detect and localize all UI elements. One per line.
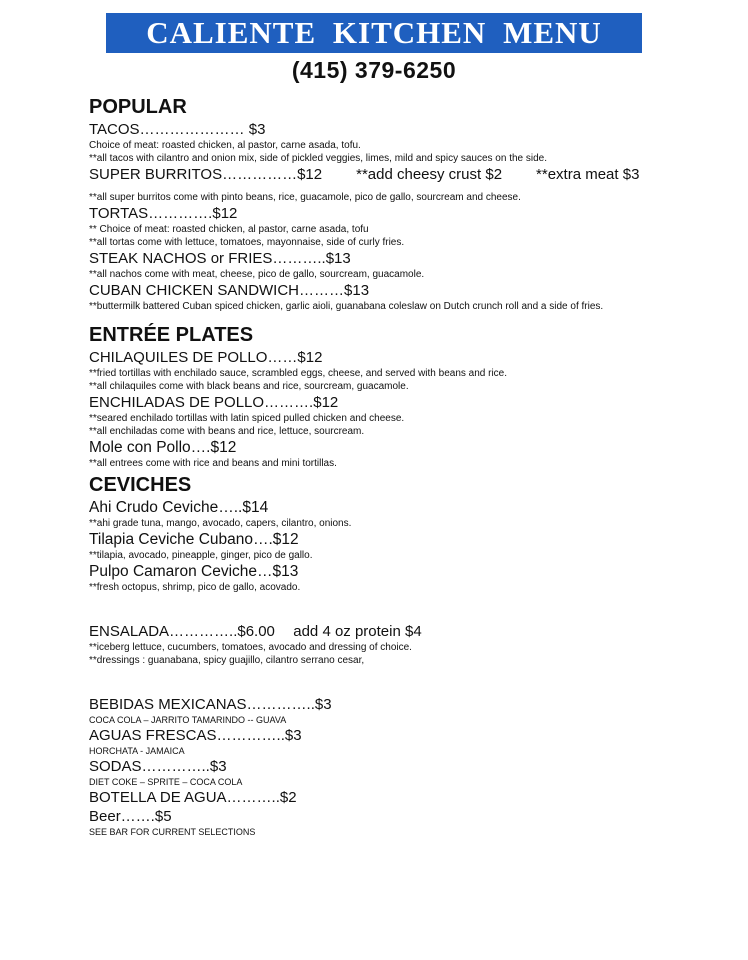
menu-item-ensalada	[89, 622, 739, 641]
menu-item-bebidas-mexicanas: BEBIDAS MEXICANAS…………..$3	[89, 696, 332, 713]
menu-item-tilapia-ceviche: Tilapia Ceviche Cubano….$12	[89, 531, 299, 548]
item-note: ** Choice of meat: roasted chicken, al pastor, carne asada, tofu	[89, 224, 369, 235]
item-note: **dressings : guanabana, spicy guajillo, cilantro serrano cesar,	[89, 655, 365, 666]
menu-item-aguas-frescas: AGUAS FRESCAS…………..$3	[89, 727, 302, 744]
section-heading-ceviches: CEVICHES	[89, 474, 192, 496]
item-note: **all chilaquiles come with black beans and rice, sourcream, guacamole.	[89, 381, 409, 392]
item-note: **all entrees come with rice and beans and mini tortillas.	[89, 458, 337, 469]
item-note: **ahi grade tuna, mango, avocado, capers, cilantro, onions.	[89, 518, 352, 529]
item-note: DIET COKE – SPRITE – COCA COLA	[89, 777, 243, 787]
section-heading-popular: POPULAR	[89, 96, 187, 118]
menu-item-botella-de-agua: BOTELLA DE AGUA………..$2	[89, 789, 297, 806]
item-note: **all tacos with cilantro and onion mix, side of pickled veggies, limes, mild and spicy sauces on the side.	[89, 153, 548, 164]
menu-item-beer: Beer…….$5	[89, 808, 172, 825]
item-note: Choice of meat: roasted chicken, al pastor, carne asada, tofu.	[89, 140, 361, 151]
menu-item-name: TACOS…………………	[89, 121, 245, 138]
menu-item-name: ENSALADA…………..$6.00	[89, 623, 275, 640]
add-on-cheesy-crust: **add cheesy crust $2	[356, 166, 503, 183]
menu-item-ahi-crudo-ceviche: Ahi Crudo Ceviche…..$14	[89, 499, 269, 516]
section-heading-entrees: ENTRÉE PLATES	[89, 324, 254, 346]
item-note: COCA COLA – JARRITO TAMARINDO -- GUAVA	[89, 715, 287, 725]
item-note: **all nachos come with meat, cheese, pico de gallo, sourcream, guacamole.	[89, 269, 425, 280]
item-note: **all super burritos come with pinto beans, rice, guacamole, pico de gallo, sourcream and cheese.	[89, 192, 521, 203]
item-note: **fresh octopus, shrimp, pico de gallo, acovado.	[89, 582, 301, 593]
menu-item-mole-con-pollo: Mole con Pollo….$12	[89, 439, 237, 456]
menu-item-name: SUPER BURRITOS……………$12	[89, 166, 323, 183]
menu-item-tortas: TORTAS………….$12	[89, 205, 238, 222]
item-note: SEE BAR FOR CURRENT SELECTIONS	[89, 827, 256, 837]
add-on-extra-meat: **extra meat $3	[536, 166, 640, 183]
item-note: **seared enchilado tortillas with latin spiced pulled chicken and cheese.	[89, 413, 405, 424]
menu-item-steak-nachos: STEAK NACHOS or FRIES………..$13	[89, 250, 351, 267]
menu-item-pulpo-camaron-ceviche: Pulpo Camaron Ceviche…$13	[89, 563, 299, 580]
item-note: **all enchiladas come with beans and rice, lettuce, sourcream.	[89, 426, 365, 437]
item-note: **iceberg lettuce, cucumbers, tomatoes, avocado and dressing of choice.	[89, 642, 412, 653]
menu-content	[89, 92, 739, 838]
menu-title: CALIENTE KITCHEN MENU	[106, 13, 642, 53]
item-note: HORCHATA - JAMAICA	[89, 746, 185, 756]
item-note: **buttermilk battered Cuban spiced chicken, garlic aioli, guanabana coleslaw on Dutch crunch roll and a side of fries.	[89, 301, 604, 312]
menu-item-enchiladas: ENCHILADAS DE POLLO……….$12	[89, 394, 339, 411]
menu-item-sodas: SODAS…………..$3	[89, 758, 227, 775]
item-note: **tilapia, avocado, pineapple, ginger, pico de gallo.	[89, 550, 313, 561]
add-on-protein: add 4 oz protein $4	[293, 623, 422, 640]
item-note: **fried tortillas with enchilado sauce, scrambled eggs, cheese, and served with beans and rice.	[89, 368, 508, 379]
menu-item-price: $3	[248, 121, 266, 138]
menu-item-tacos	[89, 120, 739, 139]
menu-item-cuban-chicken-sandwich: CUBAN CHICKEN SANDWICH………$13	[89, 282, 370, 299]
phone-number: (415) 379-6250	[291, 57, 457, 83]
menu-item-chilaquiles: CHILAQUILES DE POLLO……$12	[89, 349, 323, 366]
item-note: **all tortas come with lettuce, tomatoes, mayonnaise, side of curly fries.	[89, 237, 405, 248]
menu-item-super-burritos	[89, 165, 739, 184]
